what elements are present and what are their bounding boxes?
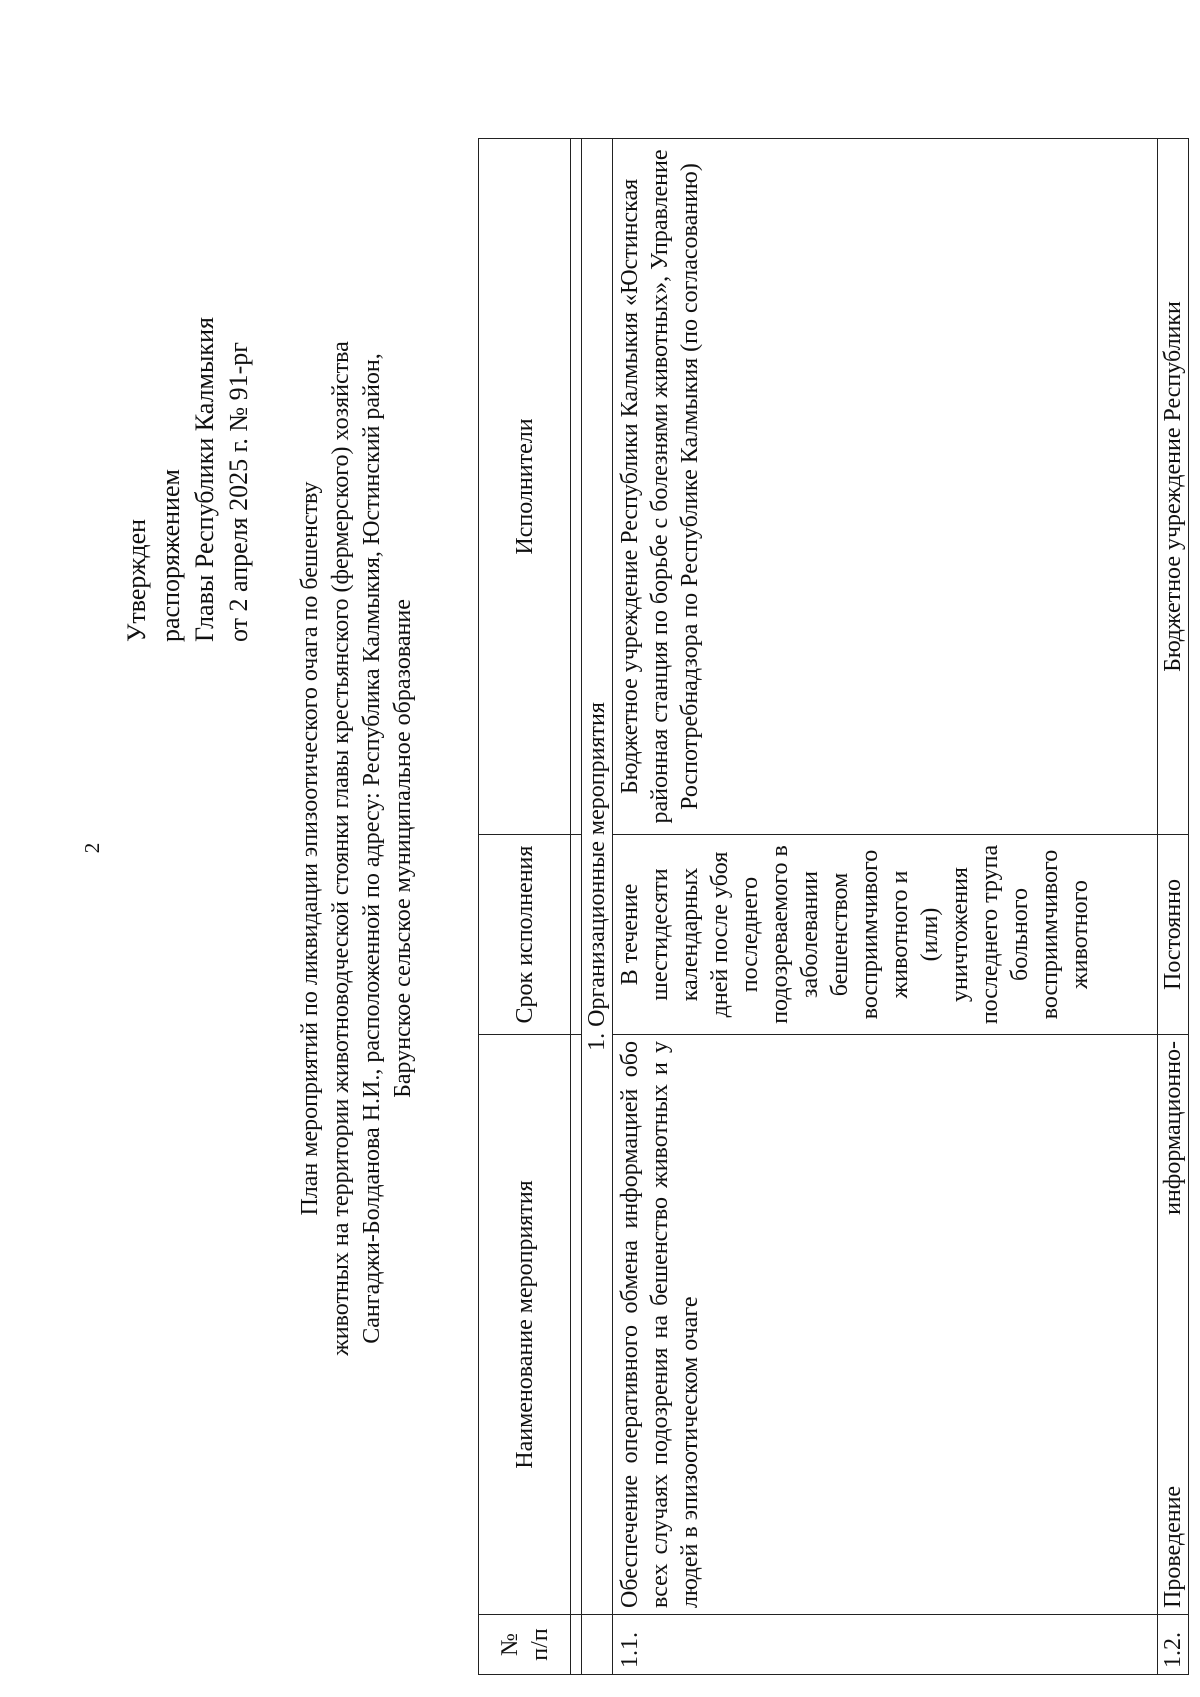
row-name: [1158, 1035, 1189, 1615]
plan-table: [478, 138, 1189, 1675]
approval-line: распоряжением: [156, 469, 185, 642]
row-name: Обеспечение оперативного обмена информацией обо всех случаях подозрения на бешенство животных и у людей в эпизоотическом очаге: [613, 1035, 1158, 1615]
spacer-cell: [571, 1615, 582, 1675]
table-row: [613, 139, 1158, 1675]
approval-line: от 2 апреля 2025 г. № 91-рг: [224, 342, 253, 642]
spacer-cell: [571, 139, 582, 835]
approval-line: Главы Республики Калмыкия: [190, 317, 219, 642]
table-row: [1158, 139, 1189, 1675]
section-num-cell: [582, 1615, 613, 1675]
row-name-start: Проведение: [1160, 1485, 1186, 1608]
header-term: Срок исполнения: [479, 835, 571, 1035]
document-title: [295, 0, 419, 1697]
row-term: В течение шестидесяти календарных дней после убоя последнего подозреваемого в заболевании бешенством восприимчивого животного и (или) уничтожения последнего трупа больного восприимчивого животного: [613, 835, 1158, 1035]
approval-line: Утвержден: [122, 518, 151, 642]
header-executors: Исполнители: [479, 139, 571, 835]
row-executors: Бюджетное учреждение Республики Калмыкия «Юстинская районная станция по борьбе с болезнями животных», Управление Роспотребнадзора по Республике Калмыкия (по согласованию): [613, 139, 1158, 835]
header-name: Наименование мероприятия: [479, 1035, 571, 1615]
page-number: 2: [80, 842, 104, 854]
row-executors: Бюджетное учреждение Республики: [1158, 139, 1189, 835]
spacer-cell: [571, 1035, 582, 1615]
title-line: План мероприятий по ликвидации эпизоотического очага по бешенству: [297, 481, 323, 1216]
title-line: Барунское сельское муниципальное образование: [390, 599, 416, 1098]
header-num: № п/п: [479, 1615, 571, 1675]
title-line: животных на территории животноводческой стоянки главы крестьянского (фермерского) хозяйства: [328, 341, 354, 1356]
table-header-row: [479, 139, 571, 1675]
section-row: [582, 139, 613, 1675]
section-title: 1. Организационные мероприятия: [582, 139, 613, 1615]
spacer-cell: [571, 835, 582, 1035]
table-spacer-row: [571, 139, 582, 1675]
approval-stamp: [120, 317, 256, 642]
row-term: Постоянно: [1158, 835, 1189, 1035]
row-name-end: информационно-: [1160, 1041, 1186, 1215]
row-num: 1.2.: [1158, 1615, 1189, 1675]
row-num: 1.1.: [613, 1615, 1158, 1675]
title-line: Сангаджи-Болданова Н.И., расположенной по адресу: Республика Калмыкия, Юстинский район,: [359, 353, 385, 1344]
